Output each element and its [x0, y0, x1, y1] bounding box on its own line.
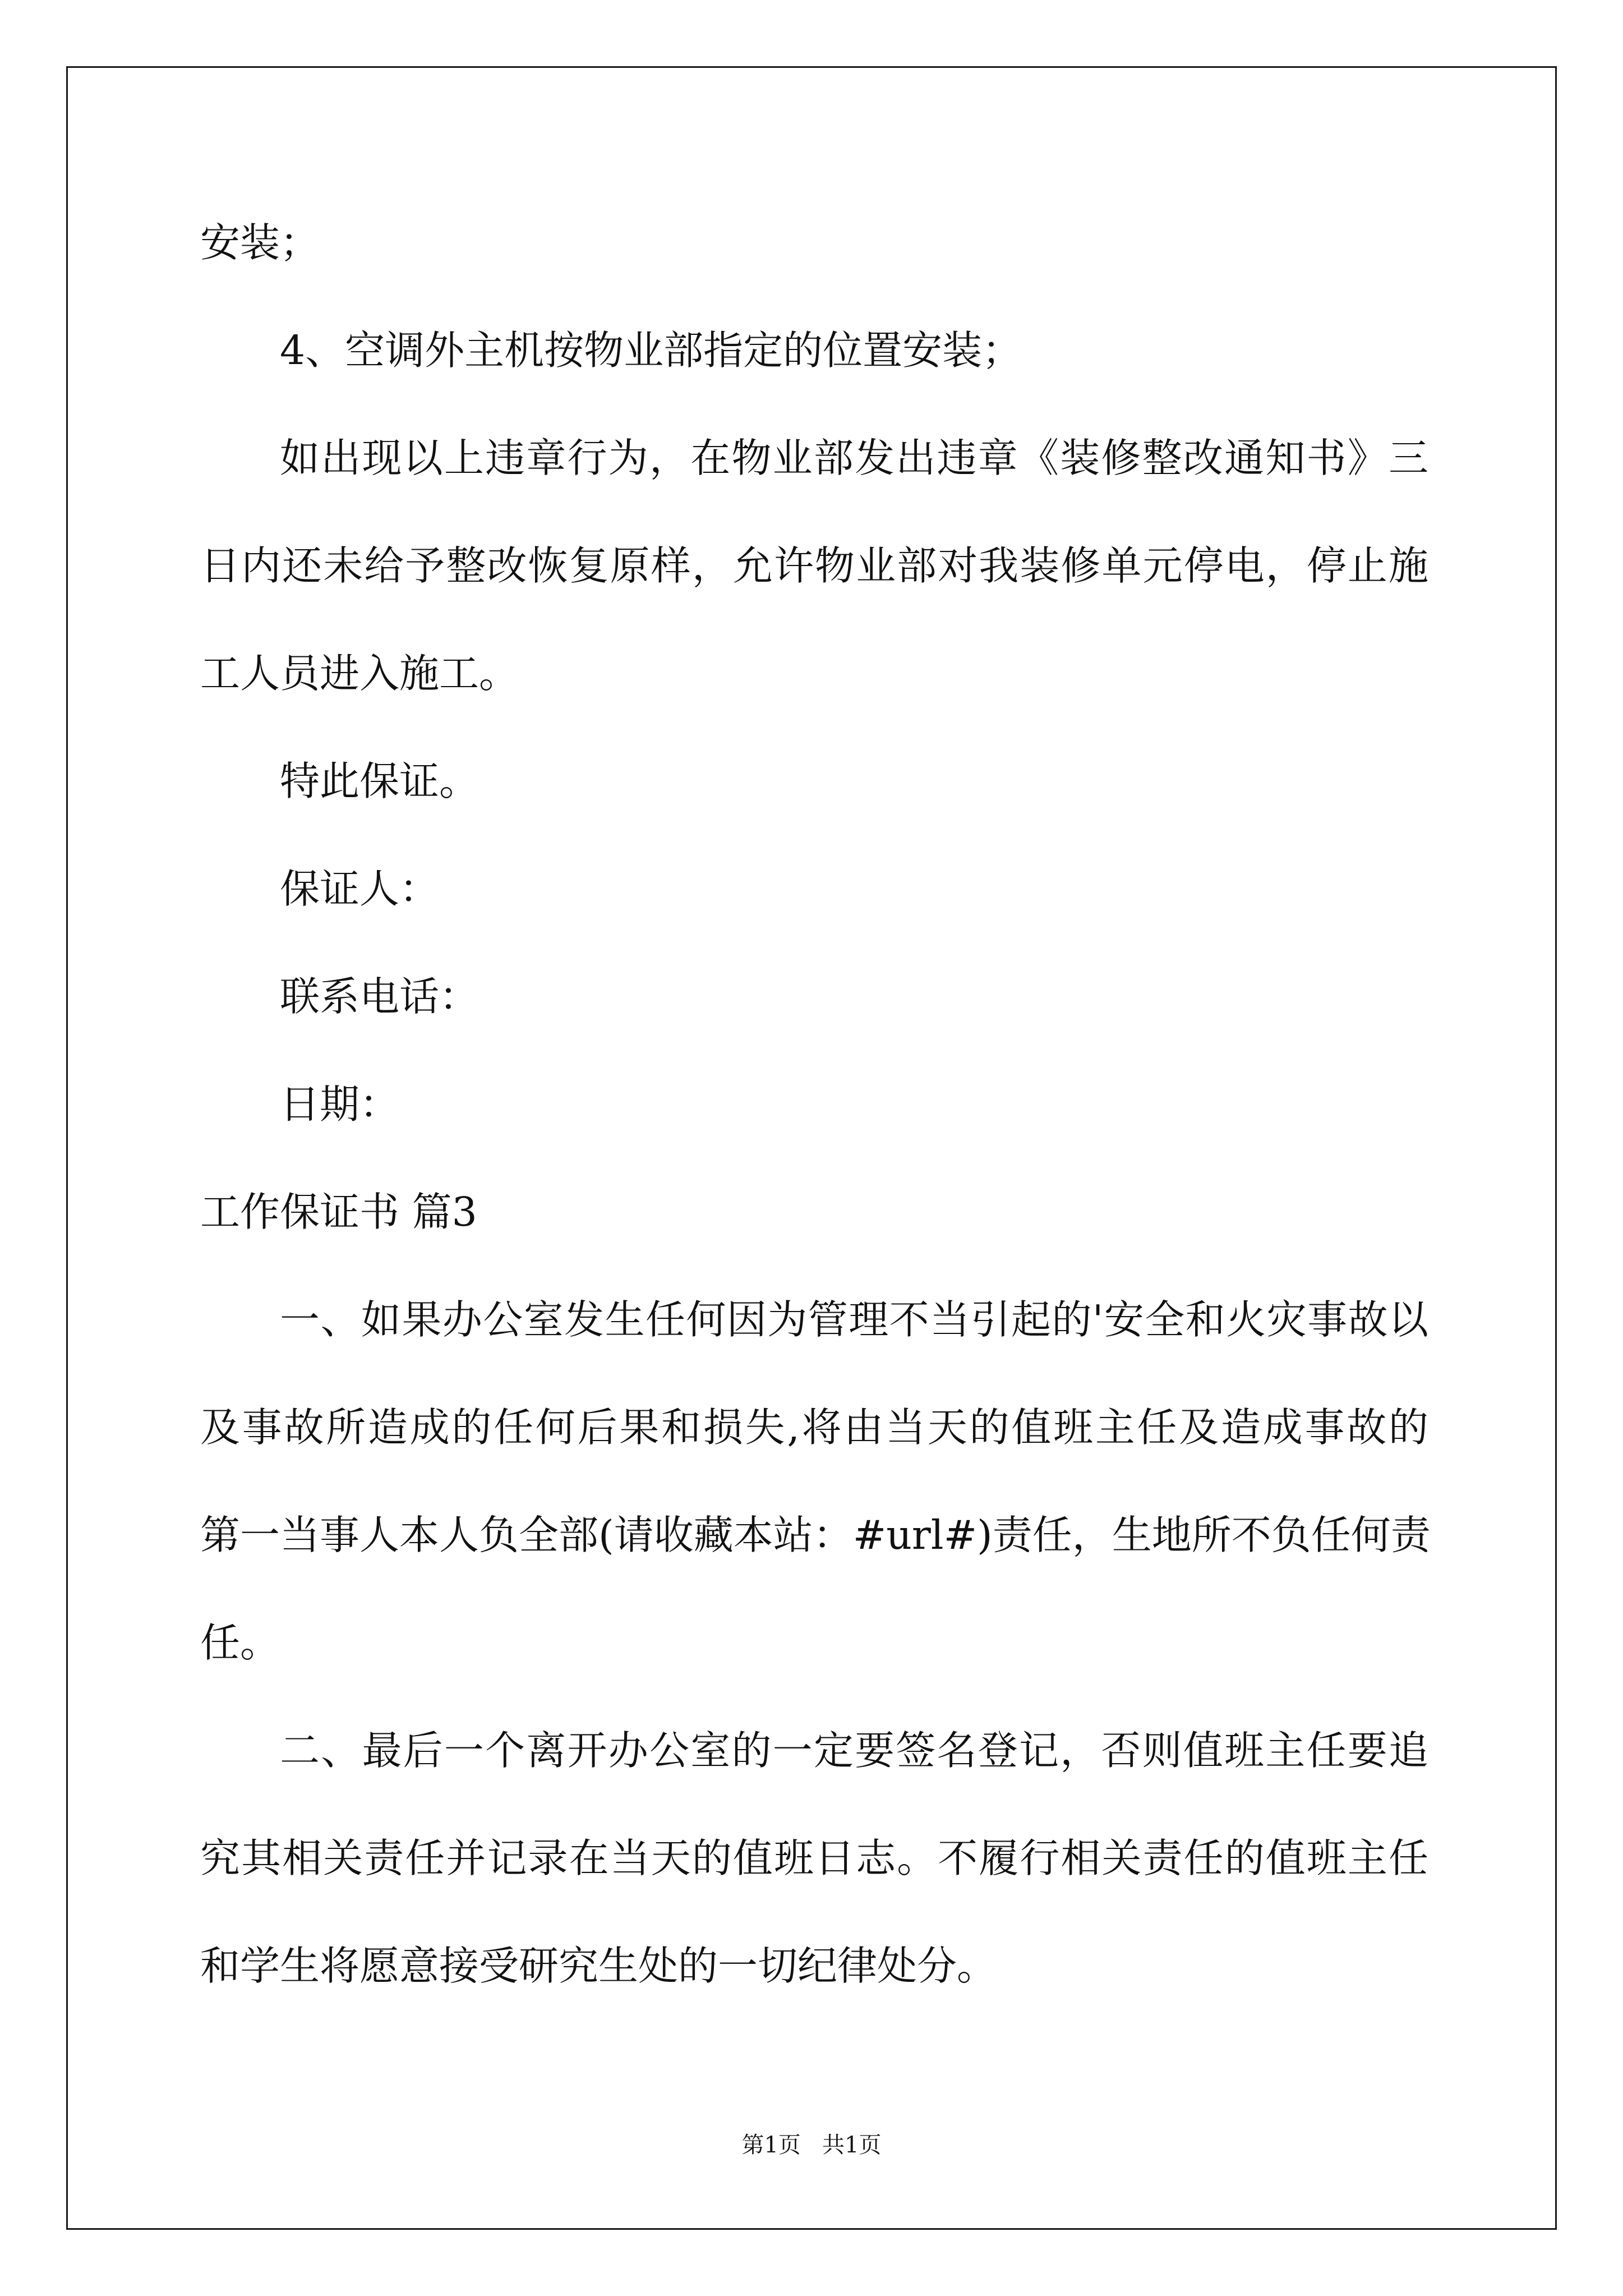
text-line-15: 二、最后一个离开办公室的一定要签名登记，否则值班主任要追: [280, 1727, 1428, 1774]
text-line-14: 任。: [200, 1619, 280, 1666]
text-line-17: 和学生将愿意接受研究生处的一切纪律处分。: [200, 1943, 997, 1989]
text-line-4: 日内还未给予整改恢复原样，允许物业部对我装修单元停电，停止施: [200, 542, 1428, 589]
text-line-16: 究其相关责任并记录在当天的值班日志。不履行相关责任的值班主任: [200, 1835, 1428, 1881]
text-line-13: 第一当事人本人负全部(请收藏本站：#url#)责任，生地所不负任何责: [200, 1512, 1431, 1558]
text-line-11: 一、如果办公室发生任何因为管理不当引起的'安全和火灾事故以: [280, 1296, 1428, 1343]
section-heading: 工作保证书 篇3: [200, 1189, 477, 1235]
text-line-12: 及事故所造成的任何后果和损失,将由当天的值班主任及造成事故的: [200, 1404, 1428, 1451]
phone-label: 联系电话：: [280, 973, 479, 1020]
text-line-3: 如出现以上违章行为，在物业部发出违章《装修整改通知书》三: [280, 435, 1428, 481]
page-footer: 第1页 共1页: [741, 2132, 882, 2158]
guarantor-label: 保证人：: [280, 866, 440, 912]
text-line-5: 工人员进入施工。: [200, 650, 519, 697]
page-border: [66, 66, 1557, 2230]
text-line-1: 安装；: [200, 219, 320, 266]
date-label: 日期：: [280, 1081, 400, 1128]
text-line-6: 特此保证。: [280, 758, 479, 804]
text-line-2: 4、空调外主机按物业部指定的位置安装；: [280, 327, 1022, 374]
